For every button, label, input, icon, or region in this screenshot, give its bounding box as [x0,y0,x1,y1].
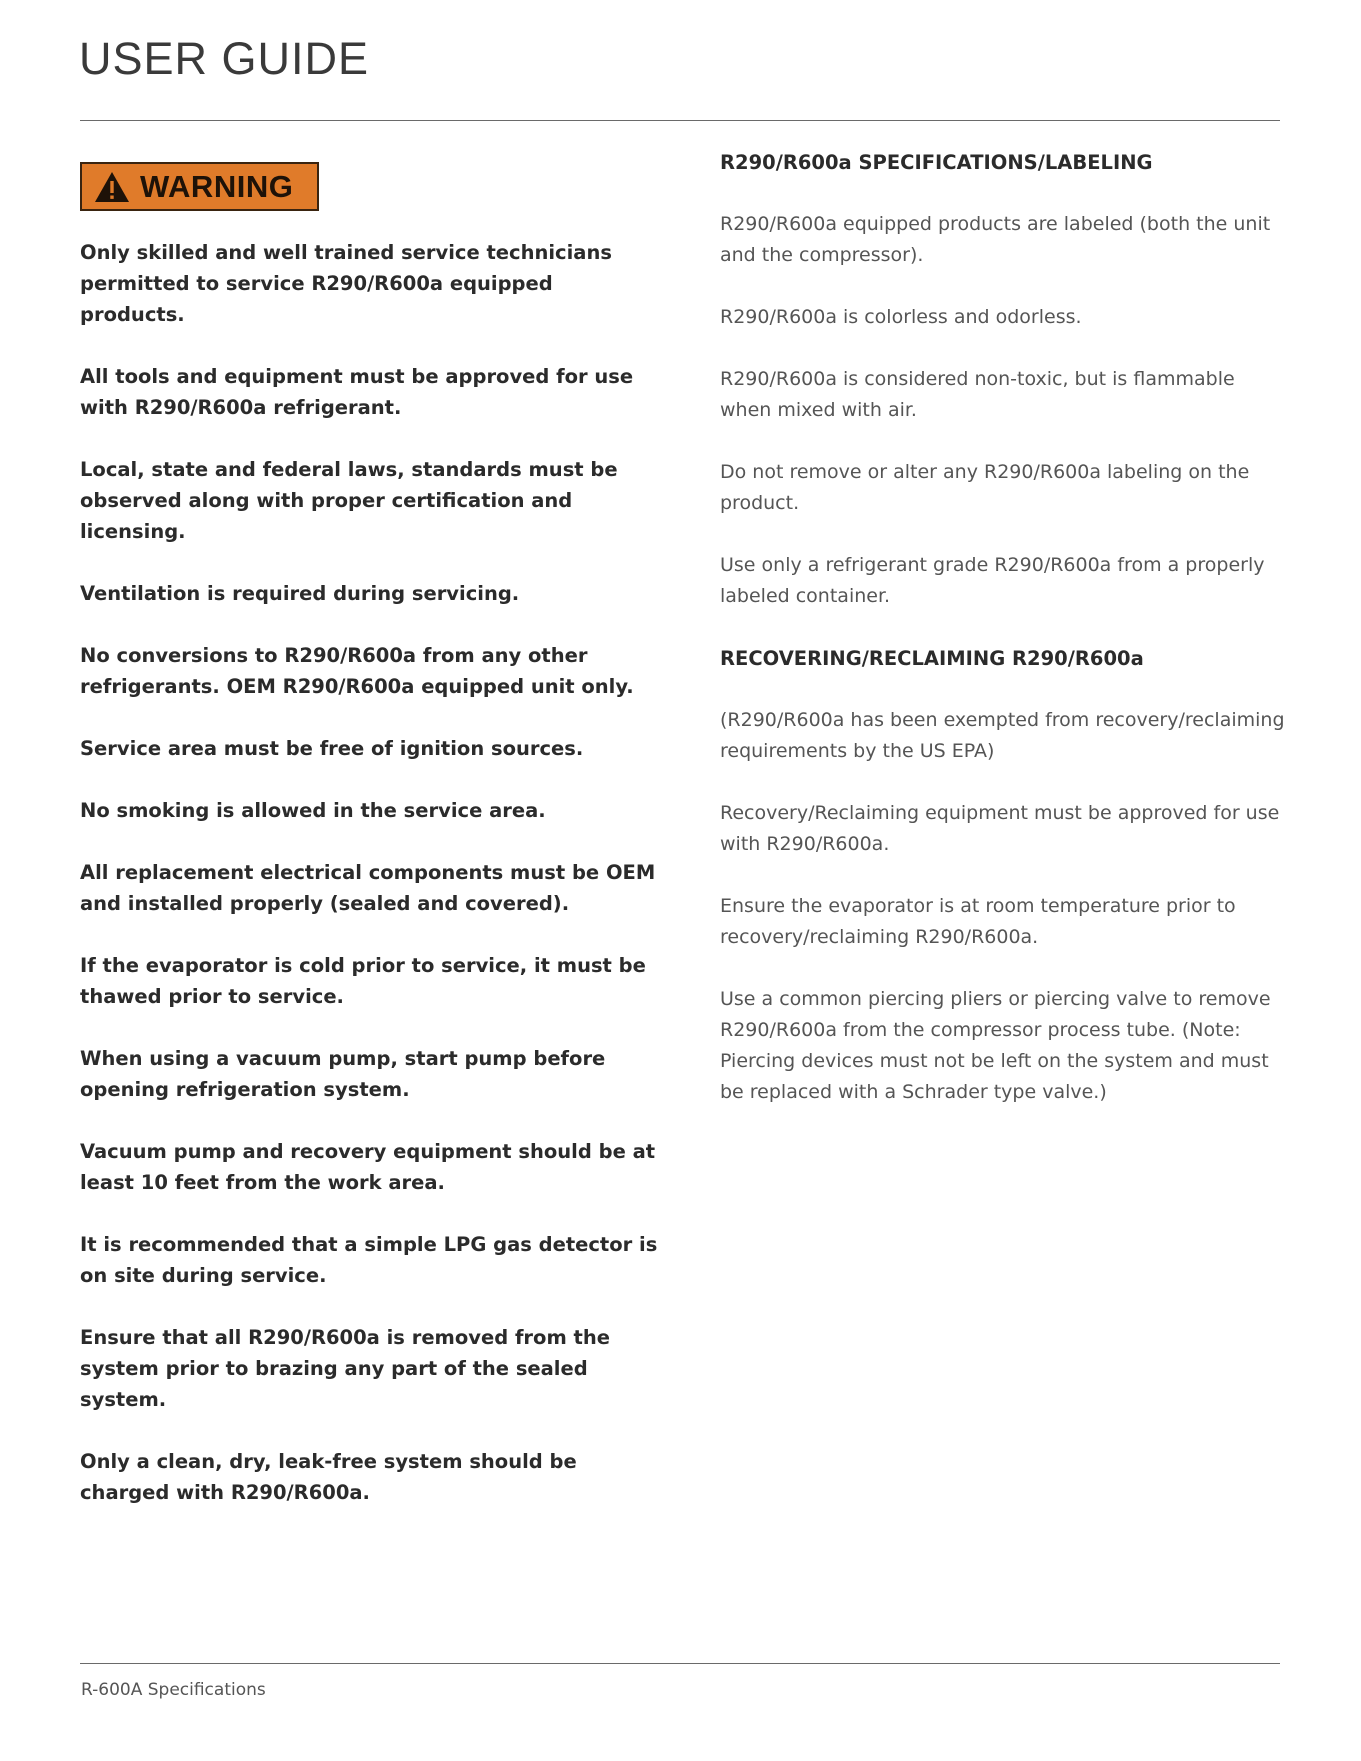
specification-paragraph: Use only a refrigerant grade R290/R600a from a properly labeled container. [720,554,1265,607]
specification-paragraph: R290/R600a is considered non-toxic, but is flammable when mixed with air. [720,368,1235,421]
warning-item: Vacuum pump and recovery equipment should be at least 10 feet from the work area. [80,1140,656,1194]
warning-item: Only a clean, dry, leak-free system should be charged with R290/R600a. [80,1450,577,1504]
warning-item: No conversions to R290/R600a from any other refrigerants. OEM R290/R600a equipped unit only. [80,644,634,698]
warning-item: If the evaporator is cold prior to service, it must be thawed prior to service. [80,954,646,1008]
specification-paragraph: R290/R600a is colorless and odorless. [720,306,1082,328]
warning-item: It is recommended that a simple LPG gas detector is on site during service. [80,1233,658,1287]
warning-item: Only skilled and well trained service technicians permitted to service R290/R600a equipped products. [80,241,612,326]
warning-item: No smoking is allowed in the service area. [80,799,546,822]
warning-item: When using a vacuum pump, start pump before opening refrigeration system. [80,1047,606,1101]
warning-badge [80,162,319,211]
footer-text: R-600A Specifications [81,1680,266,1700]
warning-column [80,162,660,1539]
specifications-column [720,147,1285,1139]
specification-paragraph: Do not remove or alter any R290/R600a labeling on the product. [720,461,1250,514]
footer-divider [80,1663,1280,1664]
warning-item: Local, state and federal laws, standards must be observed along with proper certification and licensing. [80,458,618,543]
warning-item: Ensure that all R290/R600a is removed from the system prior to brazing any part of the sealed system. [80,1326,610,1411]
specifications-heading: R290/R600a SPECIFICATIONS/LABELING [720,151,1153,174]
recovering-paragraph: Recovery/Reclaiming equipment must be approved for use with R290/R600a. [720,802,1280,855]
recovering-paragraph: (R290/R600a has been exempted from recovery/reclaiming requirements by the US EPA) [720,709,1285,762]
warning-triangle-icon [94,171,130,203]
recovering-heading: RECOVERING/RECLAIMING R290/R600a [720,647,1144,670]
page-title: USER GUIDE [79,33,370,84]
specification-paragraph: R290/R600a equipped products are labeled (both the unit and the compressor). [720,213,1271,266]
warning-item: Service area must be free of ignition sources. [80,737,584,760]
warning-item: All tools and equipment must be approved for use with R290/R600a refrigerant. [80,365,634,419]
header-divider [80,120,1280,121]
warning-label: WARNING [140,168,294,204]
warning-item: Ventilation is required during servicing. [80,582,520,605]
warning-item: All replacement electrical components must be OEM and installed properly (sealed and covered). [80,861,656,915]
recovering-paragraph: Ensure the evaporator is at room temperature prior to recovery/reclaiming R290/R600a. [720,895,1236,948]
recovering-paragraph: Use a common piercing pliers or piercing valve to remove R290/R600a from the compressor process tube. (Note: Piercing devices must not be left on the system and must be replaced with a Schrader type valve.) [720,988,1271,1103]
